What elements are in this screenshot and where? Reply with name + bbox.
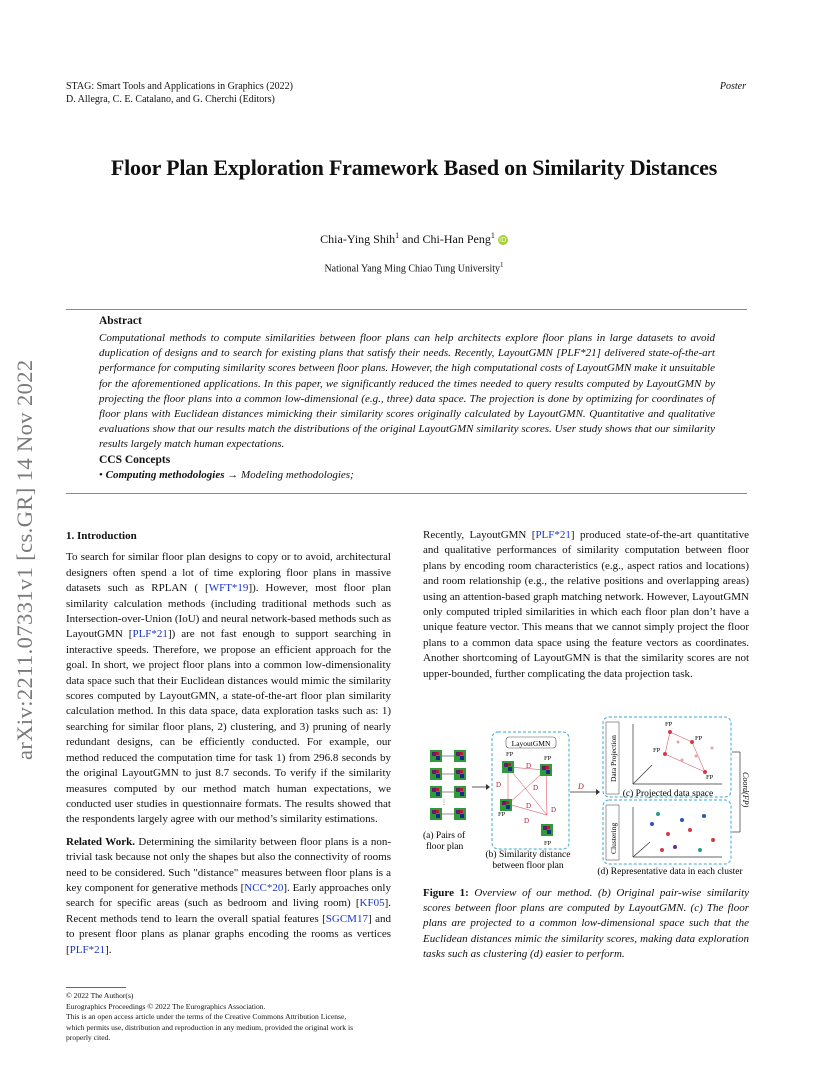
- citation-link[interactable]: PLF*21: [69, 943, 106, 956]
- paper-title: Floor Plan Exploration Framework Based on Similarity Distances: [110, 155, 718, 180]
- clustering-label: Clustering: [609, 822, 618, 854]
- text-run: ]) are not fast enough to support searching in interactive speeds. Therefore, we propose an efficient approach for the goal. In short, we project floor plans into a common low-dimensionality data space such that their Euclidean distances would mimic the similarity scores computed by LayoutGMN, a state-of-the-art floor plan similarity calculation method. In this data space, data exploration tasks such as: 1) searching for similar floor plans, 2) clustering, and 3) pruning of nearly redundant designs, can be efficiently conducted. For example, our method reduced the computation time for task 1) from 296.8 seconds by the original LayoutGMN to just 8.7 seconds. To verify if the similarity measures computed by our method match human expectations, we conducted user studies in questionnaire formats. The results showed that the respondents largely agree with our method’s similarity estimations.: [66, 628, 391, 826]
- proceedings-line: Eurographics Proceedings © 2022 The Eurographics Association.: [66, 1001, 266, 1011]
- svg-text:D: D: [524, 817, 530, 825]
- label-d: (d) Representative data in each cluster: [597, 867, 743, 877]
- text-run: ]). However, most floor plan similarity calculation methods (including traditional methods such as Intersection-over-Union (IoU) and neural network-based methods such as LayoutGMN [: [66, 582, 391, 641]
- overview-figure: [420, 712, 760, 878]
- label-a: (a) Pairs of: [423, 831, 466, 841]
- cluster-points: [633, 807, 722, 857]
- intro-paragraph: [66, 550, 391, 827]
- layoutgmn-label: LayoutGMN: [511, 739, 551, 748]
- svg-text:FP: FP: [498, 811, 506, 818]
- svg-text:D: D: [551, 806, 557, 814]
- svg-text:FP: FP: [695, 735, 703, 742]
- text-run: ]. Early approaches only search for specific areas (such as bedroom and living room) [: [66, 881, 391, 910]
- editors: D. Allegra, C. E. Catalano, and G. Cherchi (Editors): [66, 94, 275, 105]
- coord-label: Coord(FP): [741, 772, 750, 808]
- track-label: Poster: [719, 81, 746, 92]
- svg-text:⋮: ⋮: [441, 800, 447, 806]
- label-a-2: floor plan: [426, 842, 464, 852]
- svg-text:D: D: [533, 784, 539, 792]
- right-column: [423, 528, 749, 682]
- similarity-graph: [496, 751, 556, 847]
- text-run: ]. Recent methods tend to learn the overall spatial features [: [66, 897, 391, 925]
- projection-box: [603, 717, 731, 797]
- layoutgmn-box: [492, 732, 569, 849]
- text-run: ] produced state-of-the-art quantitative and qualitative performances of similarity computation between floor plans by encoding room characteristics (e.g., aspect ratios and locations) and room relationship (e.g., the relative positions and overlapping areas) using an attention-based graph matching network. However, LayoutGMN only computed tripled similarities in which each floor plan don’t have a unique feature vector. This means that we cannot simply project the floor plans to a common data space using the feature vectors as coordinates. Another shortcoming of LayoutGMN is that the similarity scores are not upper-bounded, further complicating the data projection task.: [423, 529, 749, 680]
- venue: STAG: Smart Tools and Applications in Graphics (2022): [66, 81, 293, 92]
- label-b-2: between floor plan: [492, 861, 564, 871]
- arxiv-identifier[interactable]: arXiv:2211.07331v1 [cs.GR] 14 Nov 2022: [12, 359, 37, 760]
- license-line: This is an open access article under the terms of the Creative Commons Attribution License, which permits use, distribution and reproduction in any medium, provided the original work is properly cited.: [66, 1012, 354, 1043]
- author-line: [0, 231, 828, 247]
- author-2-affil: 1: [490, 231, 495, 240]
- running-header: [66, 80, 293, 106]
- ccs-term: Computing methodologies: [105, 469, 225, 481]
- ccs-heading: CCS Concepts: [99, 454, 171, 466]
- citation-link[interactable]: PLF*21: [535, 529, 571, 541]
- label-c: (c) Projected data space: [622, 789, 714, 799]
- citation-link[interactable]: SGCM17: [325, 912, 368, 925]
- floor-plan-pairs: [430, 750, 490, 820]
- ccs-bullet: •: [99, 469, 106, 481]
- ccs-sub: Modeling methodologies;: [241, 469, 354, 481]
- author-1-affil: 1: [395, 231, 400, 240]
- footnote-rule: [66, 987, 126, 988]
- svg-text:FP: FP: [544, 840, 552, 847]
- text-run: Determining the similarity between floor plans is a non-trivial task because not only the shapes but also the connectivity of rooms need to be considered. Such "distance" measures between floor plans is a key component for generative methods [: [66, 835, 391, 894]
- author-1: Chia-Ying Shih: [320, 232, 396, 246]
- svg-text:D: D: [578, 782, 584, 791]
- abstract-text: Computational methods to compute similarities between floor plans can help architects explore floor plans in large datasets to avoid duplication of designs and to search for existing plans that satisfy their needs. Recently, LayoutGMN [PLF*21] delivered state-of-the-art performance for computing similarity scores between floor plans. However, the high computational costs of LayoutGMN make it unsuitable for the aforementioned applications. In this paper, we significantly reduced the times needed to query results computed by LayoutGMN by projecting the floor plans into a common low-dimensional (e.g., three) data space. The projection is done by optimizing for coordinates of floor plans with Euclidean distances mimicking their similarity scores originally calculated by LayoutGMN. Quantitative and qualitative evaluations show that our results match the distributions of the original LayoutGMN similarity scores. User study shows that our similarity results largely match human expectations.: [99, 332, 715, 451]
- affiliation-text: National Yang Ming Chiao Tung University: [324, 263, 501, 275]
- figure-number: Figure 1:: [423, 887, 469, 899]
- affiliation-sup: 1: [500, 261, 504, 269]
- citation-link[interactable]: KF05: [359, 897, 385, 910]
- text-run: Recently, LayoutGMN [: [423, 529, 536, 541]
- copyright-line: © 2022 The Author(s): [66, 991, 134, 1000]
- citation-link[interactable]: WFT*19: [208, 582, 249, 595]
- left-column: [66, 529, 391, 958]
- figure-caption: [423, 886, 749, 962]
- related-work-paragraph: [66, 835, 391, 958]
- layoutgmn-paragraph: [423, 528, 749, 682]
- text-run: To search for similar floor plan designs to copy or to avoid, architectural designers often spend a lot of time exploring floor plans in massive datasets such as RPLAN ( [: [66, 551, 391, 595]
- svg-text:FP: FP: [653, 747, 661, 754]
- projected-points: [633, 721, 722, 784]
- citation-link[interactable]: NCC*20: [244, 881, 284, 894]
- svg-text:FP: FP: [506, 751, 514, 758]
- svg-text:D: D: [526, 802, 532, 810]
- svg-text:FP: FP: [544, 755, 552, 762]
- divider-bottom: [66, 493, 747, 494]
- author-connector: and: [399, 232, 423, 246]
- affiliation: [0, 261, 828, 274]
- author-2: Chi-Han Peng: [422, 232, 491, 246]
- ccs-arrow: →: [224, 469, 241, 481]
- divider-top: [66, 309, 747, 310]
- svg-text:D: D: [496, 781, 502, 789]
- clustering-box: [603, 800, 731, 864]
- orcid-icon[interactable]: iD: [499, 236, 507, 244]
- svg-text:FP: FP: [665, 721, 673, 728]
- text-run: ].: [105, 943, 112, 956]
- related-work-heading: Related Work.: [66, 835, 135, 848]
- copyright-footnote: [66, 991, 366, 1044]
- abstract-heading: Abstract: [99, 315, 142, 327]
- intro-heading: 1. Introduction: [66, 530, 137, 542]
- svg-text:FP: FP: [706, 774, 714, 781]
- data-projection-label: Data Projection: [609, 735, 618, 782]
- svg-text:D: D: [526, 762, 532, 770]
- figure-caption-text: Overview of our method. (b) Original pair-wise similarity scores between floor plans are computed by LayoutGMN. (c) The floor plans are projected to a common low-dimensional space such that the Euclidean distances mimic the similarity scores, making data exploration tasks such as clustering (d) easier to perform.: [423, 887, 750, 960]
- label-b: (b) Similarity distance: [485, 850, 571, 860]
- ccs-concepts: [99, 469, 354, 481]
- citation-link[interactable]: PLF*21: [132, 628, 168, 641]
- text-run: ] and to present floor plans as planar graphs encoding the rooms as vertices [: [66, 912, 391, 956]
